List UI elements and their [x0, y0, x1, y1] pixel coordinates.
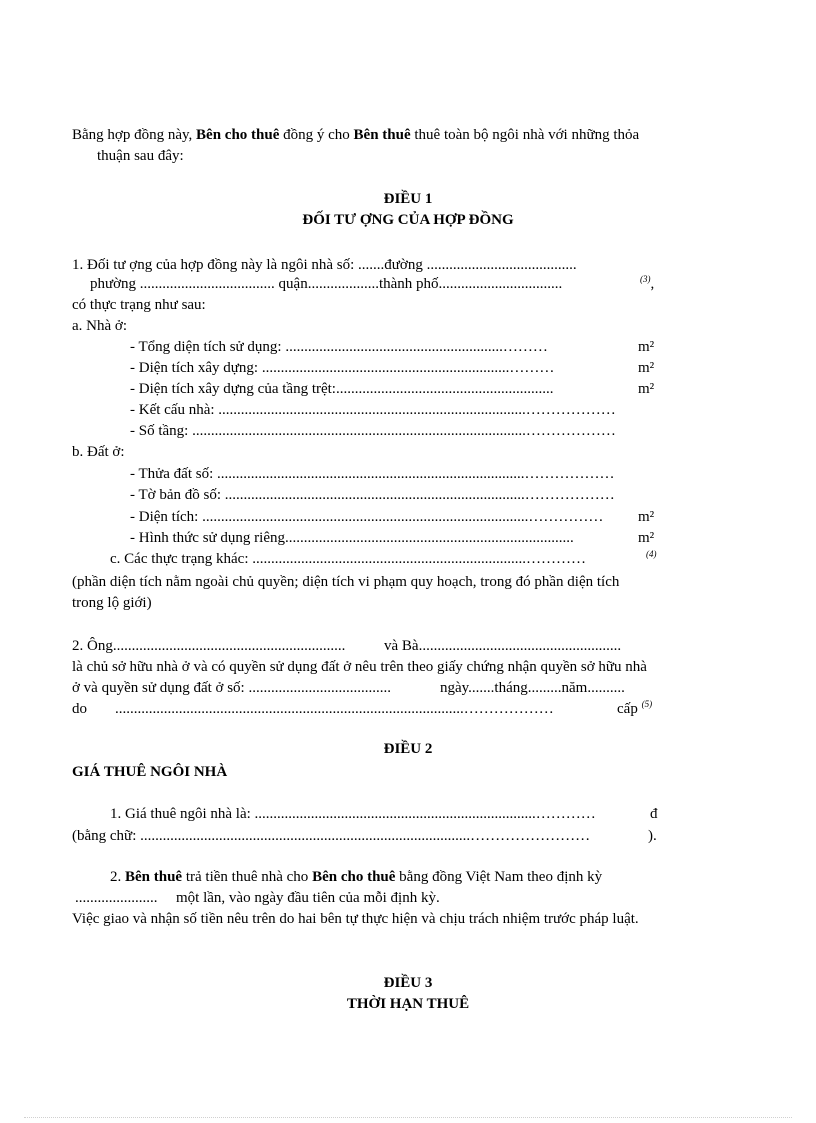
- price-in-words: (bằng chữ: ........................................................................................……………………: [72, 828, 591, 844]
- issued-by-label: do: [72, 701, 87, 717]
- footnote-4: [646, 550, 657, 569]
- page-bottom-rule: [24, 1117, 792, 1118]
- article-2-title: GIÁ THUÊ NGÔI NHÀ: [72, 764, 228, 780]
- unit-m2: m²: [638, 509, 655, 525]
- party-lessee: Bên thuê: [125, 869, 183, 885]
- item-2-owner: 2. Ông..............................................................: [72, 638, 346, 654]
- other-status: c. Các thực trạng khác: .........................................................................…………: [110, 551, 586, 567]
- land-heading: b. Đất ở:: [72, 444, 125, 460]
- land-field: - Thửa đất số: ..................................................................................………………: [130, 466, 615, 482]
- house-field: - Kết cấu nhà: ..................................................................................………………: [130, 402, 616, 418]
- party-lessor: Bên cho thuê: [312, 869, 396, 885]
- currency-unit: đ: [650, 806, 658, 822]
- house-field: - Diện tích xây dựng: ..................................................................………: [130, 360, 555, 376]
- land-field: - Diện tích: .......................................................................................……………: [130, 509, 604, 525]
- item-2-co-owner: và Bà......................................................: [384, 638, 622, 654]
- item-1-line-3: có thực trạng như sau:: [72, 297, 206, 313]
- house-field: - Tổng diện tích sử dụng: ..........................................................………: [130, 339, 548, 355]
- article-1-title: ĐỐI TƯ ỢNG CỦA HỢP ĐỒNG: [302, 212, 514, 228]
- item-1-location: phường .................................... quận...................thành phố.................................: [90, 276, 563, 292]
- party-lessor: Bên cho thuê: [196, 127, 280, 143]
- footnote-ref-5: (5): [641, 699, 653, 709]
- article-3-number: ĐIỀU 3: [383, 975, 433, 991]
- payment-line-1: [110, 868, 602, 886]
- unit-m2: m²: [638, 360, 655, 376]
- intro-line-1: [72, 126, 639, 144]
- paren-note-line-1: (phần diện tích nằm ngoài chủ quyền; diện tích vi phạm quy hoạch, trong đó phần diện tích: [72, 574, 620, 590]
- certificate-date: ngày.......tháng.........năm..........: [440, 680, 625, 696]
- item-1-line-1: 1. Đối tư ợng của hợp đồng này là ngôi nhà số: .......đường ........................................: [72, 257, 577, 273]
- price-line: 1. Giá thuê ngôi nhà là: ...........................................................................…………: [110, 806, 596, 822]
- footnote-ref-3: (3): [640, 274, 651, 284]
- party-lessee: Bên thuê: [353, 127, 411, 143]
- paren-note-line-2: trong lộ giới): [72, 595, 152, 611]
- item-1-line-2: [90, 275, 562, 293]
- article-3-title: THỜI HẠN THUÊ: [346, 996, 470, 1012]
- article-1-number: ĐIỀU 1: [383, 191, 433, 207]
- item-2-line-2: là chủ sở hữu nhà ở và có quyền sử dụng đất ở nêu trên theo giấy chứng nhận quyền sở hữu nhà: [72, 659, 647, 675]
- footnote-3-comma: ,: [650, 276, 655, 292]
- house-field: - Diện tích xây dựng của tầng trệt:..........................................................: [130, 381, 554, 397]
- payment-text: bằng đồng Việt Nam theo định kỳ: [399, 869, 603, 885]
- payment-text: trả tiền thuê nhà cho: [185, 869, 309, 885]
- payment-period-blank: ......................: [75, 890, 158, 906]
- certificate-number: ở và quyền sử dụng đất ở số: ......................................: [72, 680, 391, 696]
- payment-number: 2.: [110, 869, 122, 885]
- issued-text: cấp: [617, 701, 638, 717]
- unit-m2: m²: [638, 339, 655, 355]
- intro-text: Bằng hợp đồng này,: [72, 127, 193, 143]
- issued-by-blank: .............................................................................................………………: [115, 701, 554, 717]
- land-field: - Hình thức sử dụng riêng.............................................................................: [130, 530, 574, 546]
- land-field: - Tờ bản đồ số: ................................................................................………………: [130, 487, 615, 503]
- intro-text: thuê toàn bộ ngôi nhà với những thỏa: [414, 127, 640, 143]
- payment-line-3: Việc giao và nhận số tiền nêu trên do hai bên tự thực hiện và chịu trách nhiệm trước pháp luật.: [72, 911, 639, 927]
- intro-text: đồng ý cho: [283, 127, 350, 143]
- article-2-number: ĐIỀU 2: [383, 741, 433, 757]
- house-heading: a. Nhà ở:: [72, 318, 127, 334]
- payment-line-2: một lần, vào ngày đầu tiên của mỗi định kỳ.: [176, 890, 440, 906]
- unit-m2: m²: [638, 530, 655, 546]
- footnote-ref-4: (4): [646, 549, 657, 559]
- house-field: - Số tầng: .........................................................................................………………: [130, 423, 616, 439]
- intro-line-2: thuận sau đây:: [97, 148, 184, 164]
- issued-label: [617, 700, 652, 719]
- price-in-words-close: ).: [648, 828, 657, 844]
- unit-m2: m²: [638, 381, 655, 397]
- footnote-3: [640, 275, 654, 294]
